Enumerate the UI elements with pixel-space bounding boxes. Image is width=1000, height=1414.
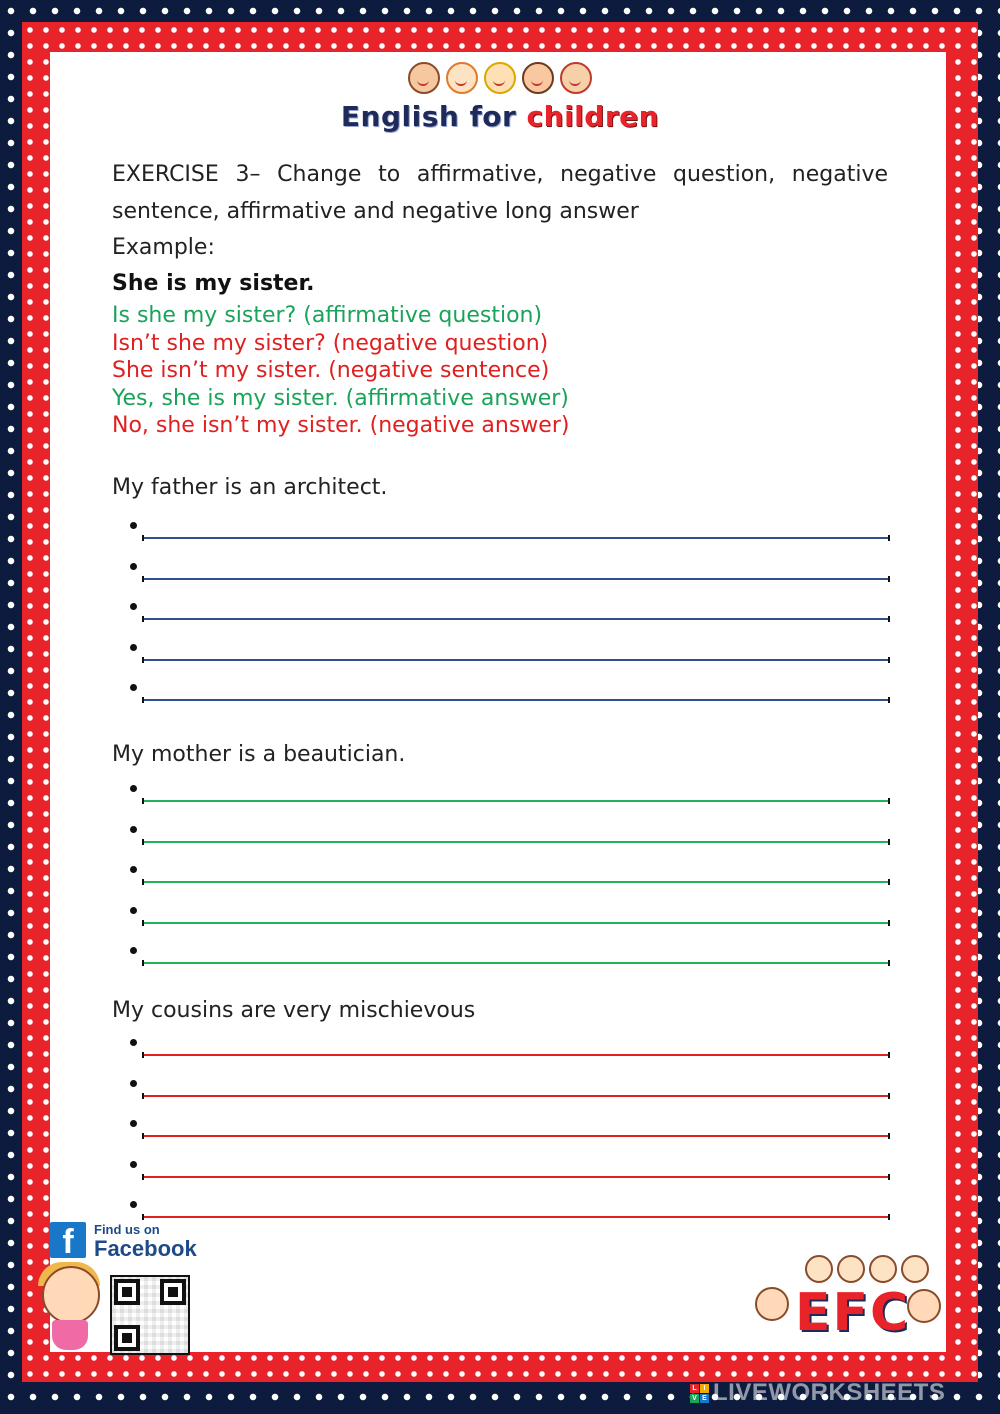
answer-line[interactable] — [112, 778, 892, 819]
answer-rule — [142, 962, 890, 964]
bullet-icon — [130, 907, 137, 914]
brand-title-children: children — [526, 100, 660, 133]
kid-face-icon — [837, 1255, 865, 1283]
kid-face-icon — [446, 62, 478, 94]
question-prompt: My father is an architect. — [112, 475, 388, 500]
question-prompt: My cousins are very mischievous — [112, 998, 476, 1023]
bullet-icon — [130, 785, 137, 792]
kid-face-icon — [560, 62, 592, 94]
example-sentence: She is my sister. — [112, 271, 315, 296]
kid-face-icon — [805, 1255, 833, 1283]
efc-logo-text: EFC — [795, 1283, 911, 1343]
kid-face-icon — [408, 62, 440, 94]
answer-rule — [142, 618, 890, 620]
answer-rule — [142, 1095, 890, 1097]
watermark-text: LIVEWORKSHEETS — [713, 1379, 946, 1406]
answer-line[interactable] — [112, 1194, 892, 1235]
bullet-icon — [130, 1039, 137, 1046]
kid-face-icon — [522, 62, 554, 94]
exercise-block — [112, 156, 888, 440]
answer-rule — [142, 1216, 890, 1218]
brand-title-english: English for — [340, 100, 517, 133]
example-affirmative-question: Is she my sister? (affirmative question) — [112, 303, 543, 328]
qr-finder-icon — [114, 1325, 140, 1351]
example-negative-question: Isn’t she my sister? (negative question) — [112, 330, 549, 356]
question-prompt: My mother is a beautician. — [112, 742, 406, 767]
bullet-icon — [130, 1201, 137, 1208]
exercise-instruction: EXERCISE 3– Change to affirmative, negative question, negative sentence, affirmative and negative long answer — [112, 162, 888, 224]
efc-kids-illustration — [805, 1255, 929, 1283]
answer-rule — [142, 659, 890, 661]
wm-letter: I — [700, 1384, 709, 1393]
kid-face-icon — [901, 1255, 929, 1283]
question-section-3 — [112, 996, 892, 1235]
wm-letter: E — [700, 1394, 709, 1403]
liveworksheets-logo-icon — [690, 1384, 709, 1403]
bullet-icon — [130, 1080, 137, 1087]
answer-rule — [142, 699, 890, 701]
answer-rule — [142, 881, 890, 883]
example-negative-sentence: She isn’t my sister. (negative sentence) — [112, 358, 550, 383]
answer-line[interactable] — [112, 1032, 892, 1073]
answer-line[interactable] — [112, 515, 892, 556]
bullet-icon — [130, 1120, 137, 1127]
efc-logo — [755, 1255, 945, 1350]
answer-line[interactable] — [112, 1113, 892, 1154]
answer-rule — [142, 1135, 890, 1137]
bullet-icon — [130, 866, 137, 873]
bullet-icon — [130, 684, 137, 691]
answer-line[interactable] — [112, 596, 892, 637]
facebook-find-us: Find us on — [94, 1222, 160, 1237]
answer-line[interactable] — [112, 940, 892, 981]
girl-face-icon — [42, 1266, 100, 1324]
example-negative-answer: No, she isn’t my sister. (negative answer) — [112, 413, 570, 438]
bullet-icon — [130, 603, 137, 610]
facebook-icon: f — [50, 1222, 86, 1258]
qr-code-icon[interactable] — [110, 1275, 190, 1355]
kid-face-icon — [755, 1287, 789, 1321]
answer-line[interactable] — [112, 556, 892, 597]
answer-line[interactable] — [112, 1073, 892, 1114]
brand-title — [300, 100, 700, 133]
answer-line[interactable] — [112, 859, 892, 900]
answer-line[interactable] — [112, 1154, 892, 1195]
example-affirmative-answer: Yes, she is my sister. (affirmative answer) — [112, 385, 569, 411]
answer-line[interactable] — [112, 637, 892, 678]
facebook-label: Facebook — [94, 1236, 197, 1261]
qr-finder-icon — [160, 1279, 186, 1305]
bullet-icon — [130, 563, 137, 570]
answer-line[interactable] — [112, 677, 892, 718]
bullet-icon — [130, 826, 137, 833]
bullet-icon — [130, 644, 137, 651]
girl-dress — [52, 1320, 88, 1350]
answer-line[interactable] — [112, 819, 892, 860]
bullet-icon — [130, 947, 137, 954]
answer-rule — [142, 537, 890, 539]
kid-face-icon — [484, 62, 516, 94]
qr-finder-icon — [114, 1279, 140, 1305]
kid-face-icon — [869, 1255, 897, 1283]
bullet-icon — [130, 522, 137, 529]
answer-rule — [142, 1176, 890, 1178]
example-label: Example: — [112, 235, 215, 260]
answer-rule — [142, 922, 890, 924]
wm-letter: L — [690, 1384, 699, 1393]
kid-face-icon — [907, 1289, 941, 1323]
answer-rule — [142, 578, 890, 580]
bullet-icon — [130, 1161, 137, 1168]
answer-rule — [142, 1054, 890, 1056]
liveworksheets-watermark — [690, 1378, 945, 1408]
answer-line[interactable] — [112, 900, 892, 941]
facebook-badge[interactable] — [50, 1222, 200, 1262]
kids-logo-illustration — [405, 62, 595, 102]
question-section-2 — [112, 740, 892, 981]
wm-letter: V — [690, 1394, 699, 1403]
answer-rule — [142, 841, 890, 843]
question-section-1 — [112, 473, 892, 718]
answer-rule — [142, 800, 890, 802]
girl-illustration — [30, 1262, 110, 1357]
